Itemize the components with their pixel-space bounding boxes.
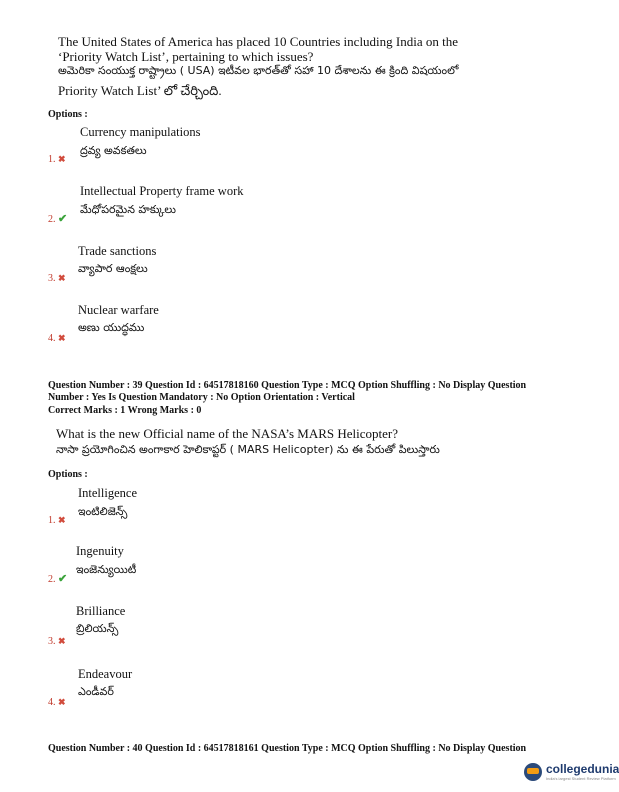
wrong-icon: ✖ <box>58 636 66 646</box>
q39-marks: Correct Marks : 1 Wrong Marks : 0 <box>48 405 202 416</box>
q39-option1-number: 1. ✖ <box>48 515 66 526</box>
q39-option1-te: ఇంటిలిజెన్స్ <box>78 505 128 518</box>
wrong-icon: ✖ <box>58 333 66 343</box>
q38-option4-en: Nuclear warfare <box>78 303 159 317</box>
q38-option2-number: 2. ✔ <box>48 213 68 225</box>
q39-option1-en: Intelligence <box>78 486 137 500</box>
q38-option2-te: మేధోపరమైన హక్కులు <box>80 203 176 216</box>
wrong-icon: ✖ <box>58 515 66 525</box>
q39-option2-te: ఇంజెన్యుయిటీ <box>76 563 137 576</box>
brand-name: collegedunia <box>546 762 619 776</box>
q39-option2-number: 2. ✔ <box>48 573 68 585</box>
wrong-icon: ✖ <box>58 697 66 707</box>
q39-option3-en: Brilliance <box>76 604 126 618</box>
wrong-icon: ✖ <box>58 273 66 283</box>
q38-options-label: Options : <box>48 109 88 120</box>
q38-telugu-line1: అమెరికా సంయుక్త రాష్ట్రాలు ( USA) ఇటీవల భారత్‌తో సహా 10 దేశాలను ఈ క్రింది విషయంలో <box>58 64 459 77</box>
q38-option3-en: Trade sanctions <box>78 244 157 258</box>
q38-text-line2: ‘Priority Watch List’, pertaining to which issues? <box>58 49 314 64</box>
q38-option1-te: ద్రవ్య అవకతలు <box>80 144 147 157</box>
q38-text-line1: The United States of America has placed 10 Countries including India on the <box>58 34 459 49</box>
brand-tagline: India's largest Student Review Platform <box>546 776 616 781</box>
correct-check-icon: ✔ <box>58 573 68 585</box>
q40-meta-line1: Question Number : 40 Question Id : 64517818161 Question Type : MCQ Option Shuffling : No Display Question <box>48 743 527 754</box>
q39-option2-en: Ingenuity <box>76 544 124 558</box>
q39-option3-number: 3. ✖ <box>48 636 66 647</box>
q39-meta-line2: Number : Yes Is Question Mandatory : No Option Orientation : Vertical <box>48 392 355 403</box>
q39-options-label: Options : <box>48 469 88 480</box>
correct-check-icon: ✔ <box>58 213 68 225</box>
q39-option3-te: బ్రిలియన్స్ <box>76 622 119 635</box>
q39-telugu: నాసా ప్రయోగించిన అంగాకార హెలికాప్టర్ ( MARS Helicopter) ను ఈ పేరుతో పిలుస్తారు <box>56 443 440 456</box>
q39-option4-number: 4. ✖ <box>48 697 66 708</box>
q39-meta-line1: Question Number : 39 Question Id : 64517818160 Question Type : MCQ Option Shuffling : No Display Question <box>48 380 527 391</box>
q39-text: What is the new Official name of the NASA’s MARS Helicopter? <box>56 426 399 441</box>
brand-logo <box>524 762 619 781</box>
q39-option4-te: ఎండీవర్ <box>78 685 114 698</box>
q39-option4-en: Endeavour <box>78 667 133 681</box>
wrong-icon: ✖ <box>58 154 66 164</box>
q38-telugu-line2: Priority Watch List’ లో చేర్చింది. <box>58 83 222 98</box>
q38-option1-number: 1. ✖ <box>48 154 66 165</box>
q38-option3-number: 3. ✖ <box>48 273 66 284</box>
q38-option1-en: Currency manipulations <box>80 125 201 139</box>
q38-option3-te: వ్యాపార ఆంక్షలు <box>78 262 148 275</box>
q38-option2-en: Intellectual Property frame work <box>80 184 244 198</box>
q38-option4-number: 4. ✖ <box>48 333 66 344</box>
q38-option4-te: అణు యుద్ధము <box>78 321 145 334</box>
brand-mascot-icon <box>524 763 542 781</box>
